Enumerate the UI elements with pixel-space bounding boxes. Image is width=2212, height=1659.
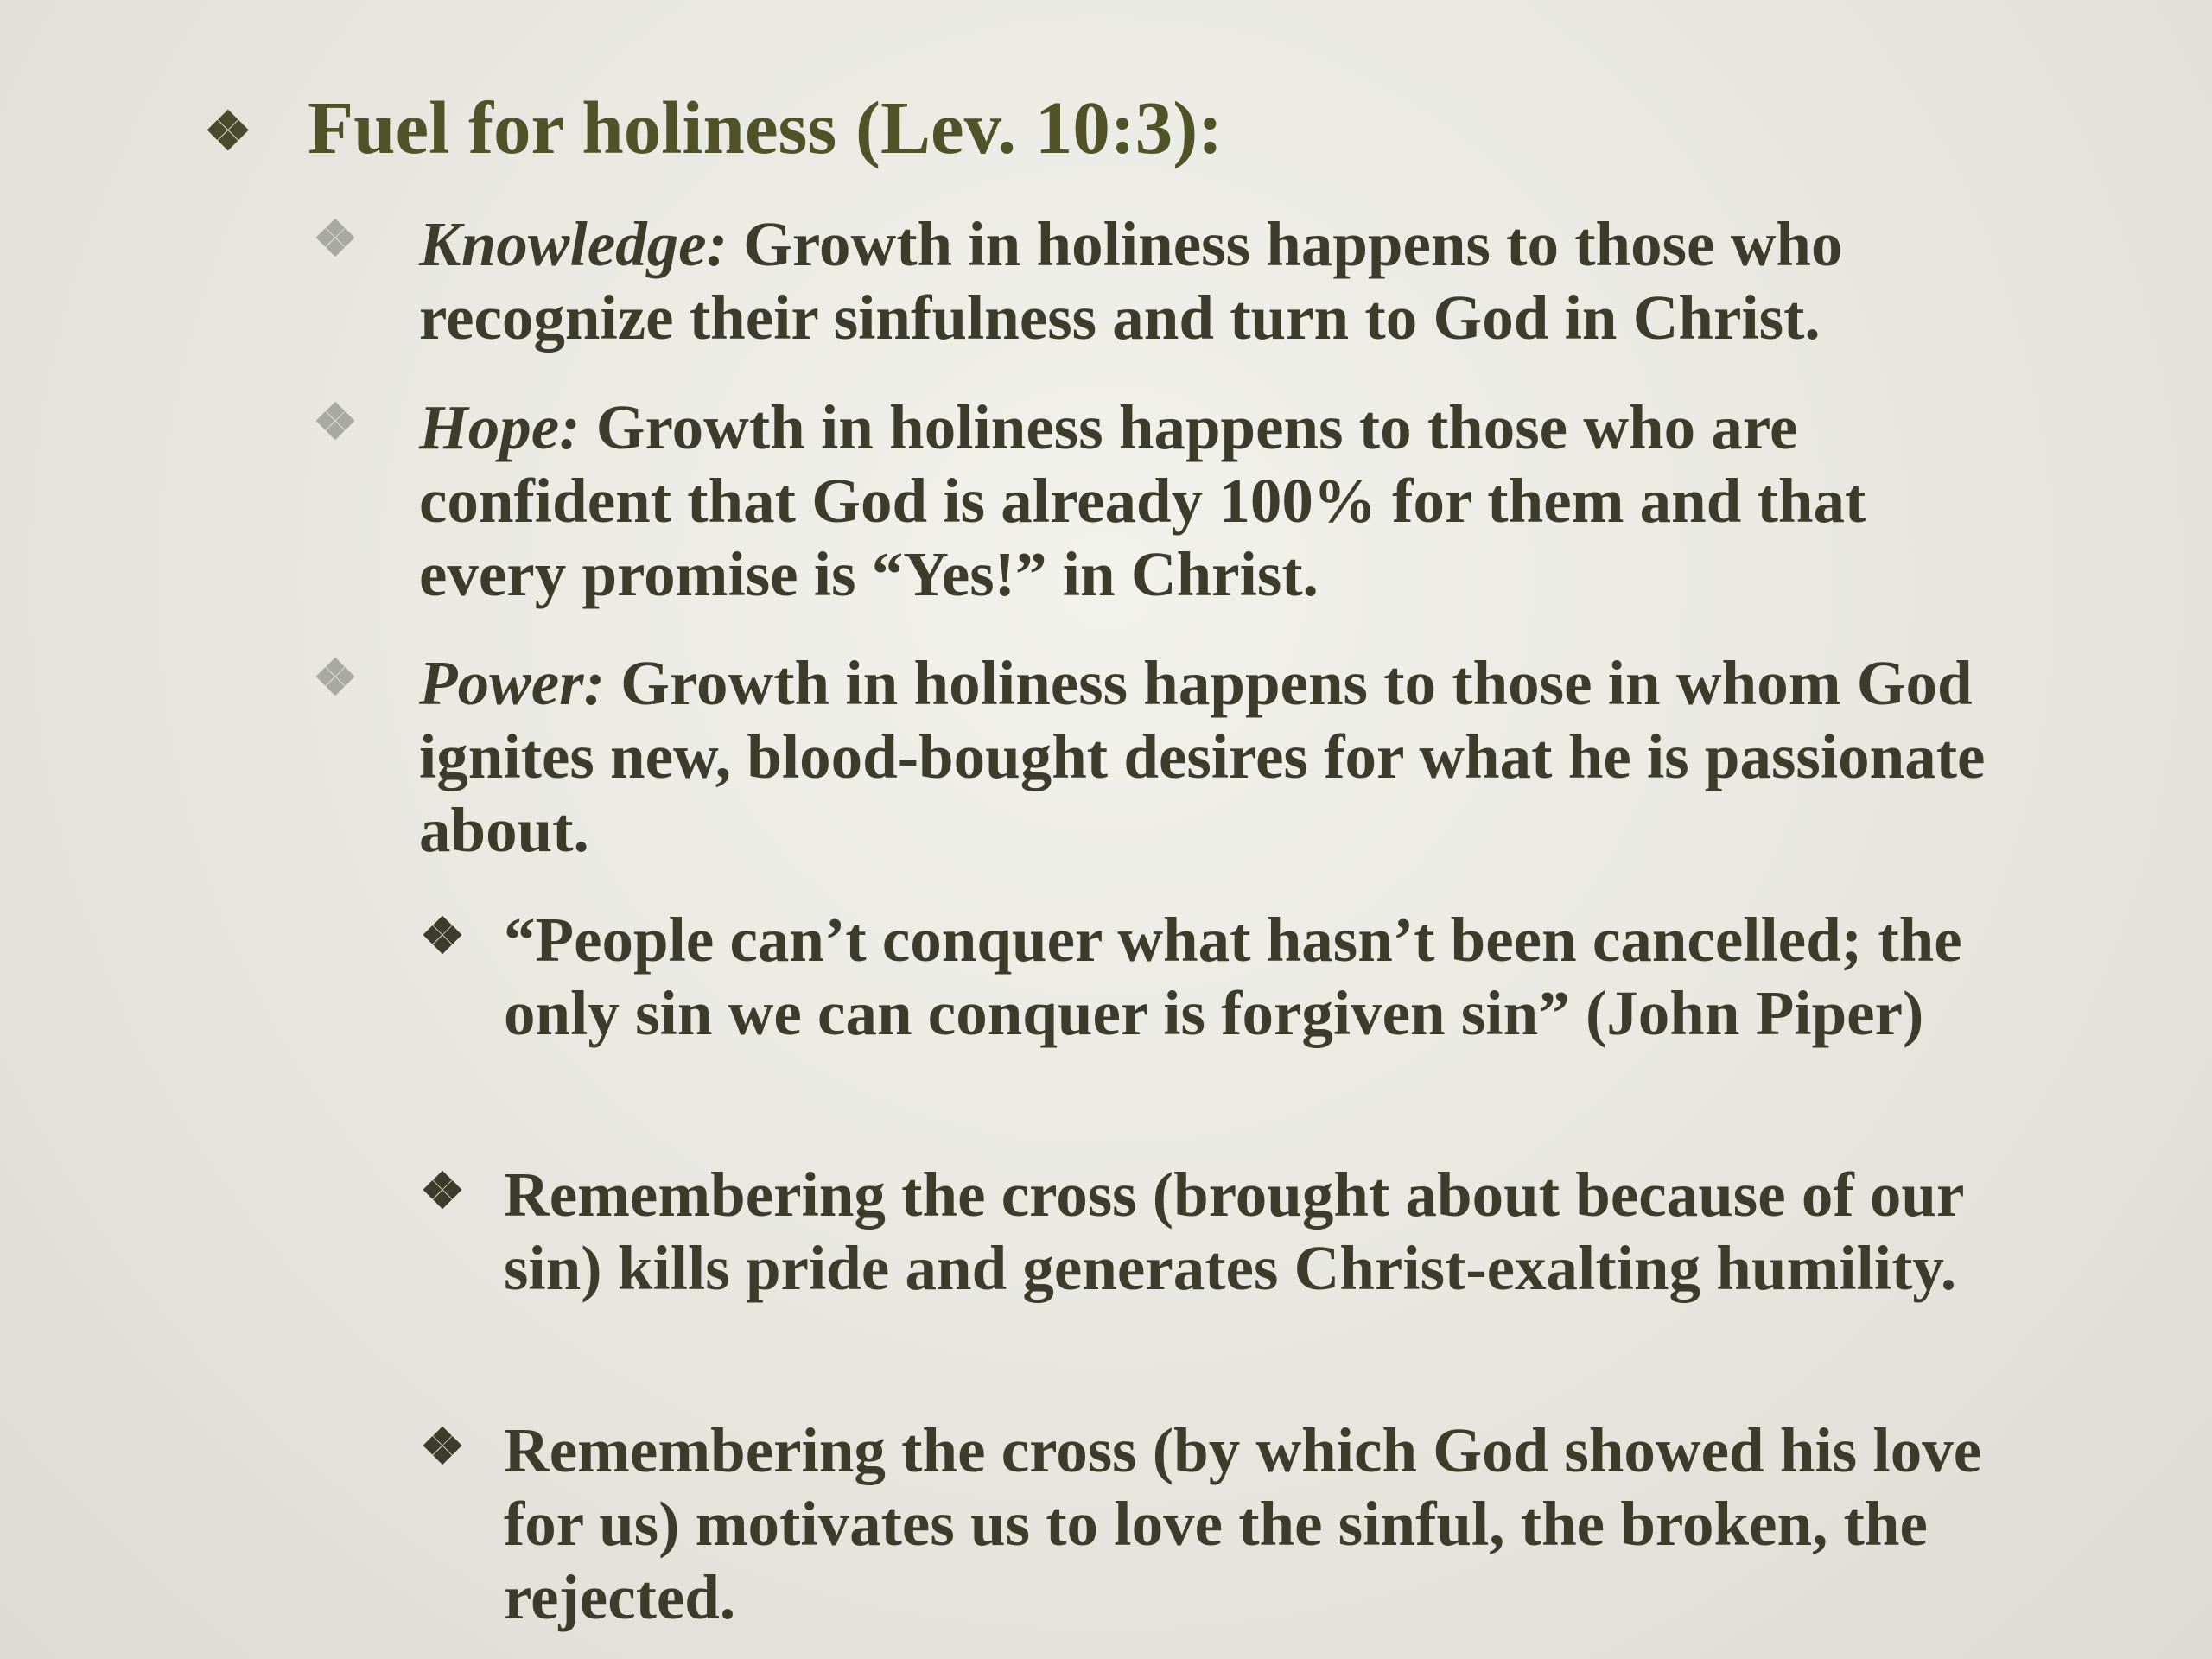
- slide-heading: Fuel for holiness (Lev. 10:3):: [308, 86, 1224, 169]
- point-label: Power:: [419, 648, 605, 718]
- point-text: [419, 391, 2018, 611]
- bullet-icon: ❖: [420, 1163, 465, 1219]
- bullet-icon: ❖: [313, 394, 358, 450]
- point-label: Hope:: [419, 392, 581, 462]
- point-text: [419, 646, 2018, 867]
- point-body: Growth in holiness happens to those who are confident that God is already 100% for them and that every promise is “Yes!” in Christ.: [419, 392, 1866, 609]
- bullet-icon: ❖: [420, 908, 465, 964]
- subpoint-text: Remembering the cross (brought about because of our sin) kills pride and generates Christ-exalting humility.: [504, 1160, 1964, 1303]
- point-text: [419, 207, 2018, 354]
- bullet-icon: ❖: [313, 650, 358, 706]
- point-label: Knowledge:: [419, 209, 728, 279]
- bullet-icon: ❖: [420, 1419, 465, 1475]
- point-body: Growth in holiness happens to those in whom God ignites new, blood-bought desires for what he is passionate about.: [419, 648, 1986, 865]
- bullet-icon: ❖: [204, 103, 252, 162]
- subpoint-text: Remembering the cross (by which God showed his love for us) motivates us to love the sinful, the broken, the rejected.: [504, 1415, 1982, 1632]
- point-body: Growth in holiness happens to those who recognize their sinfulness and turn to God in Christ.: [419, 209, 1843, 353]
- bullet-icon: ❖: [313, 211, 358, 267]
- subpoint-text: “People can’t conquer what hasn’t been cancelled; the only sin we can conquer is forgiven sin” (John Piper): [504, 905, 1962, 1048]
